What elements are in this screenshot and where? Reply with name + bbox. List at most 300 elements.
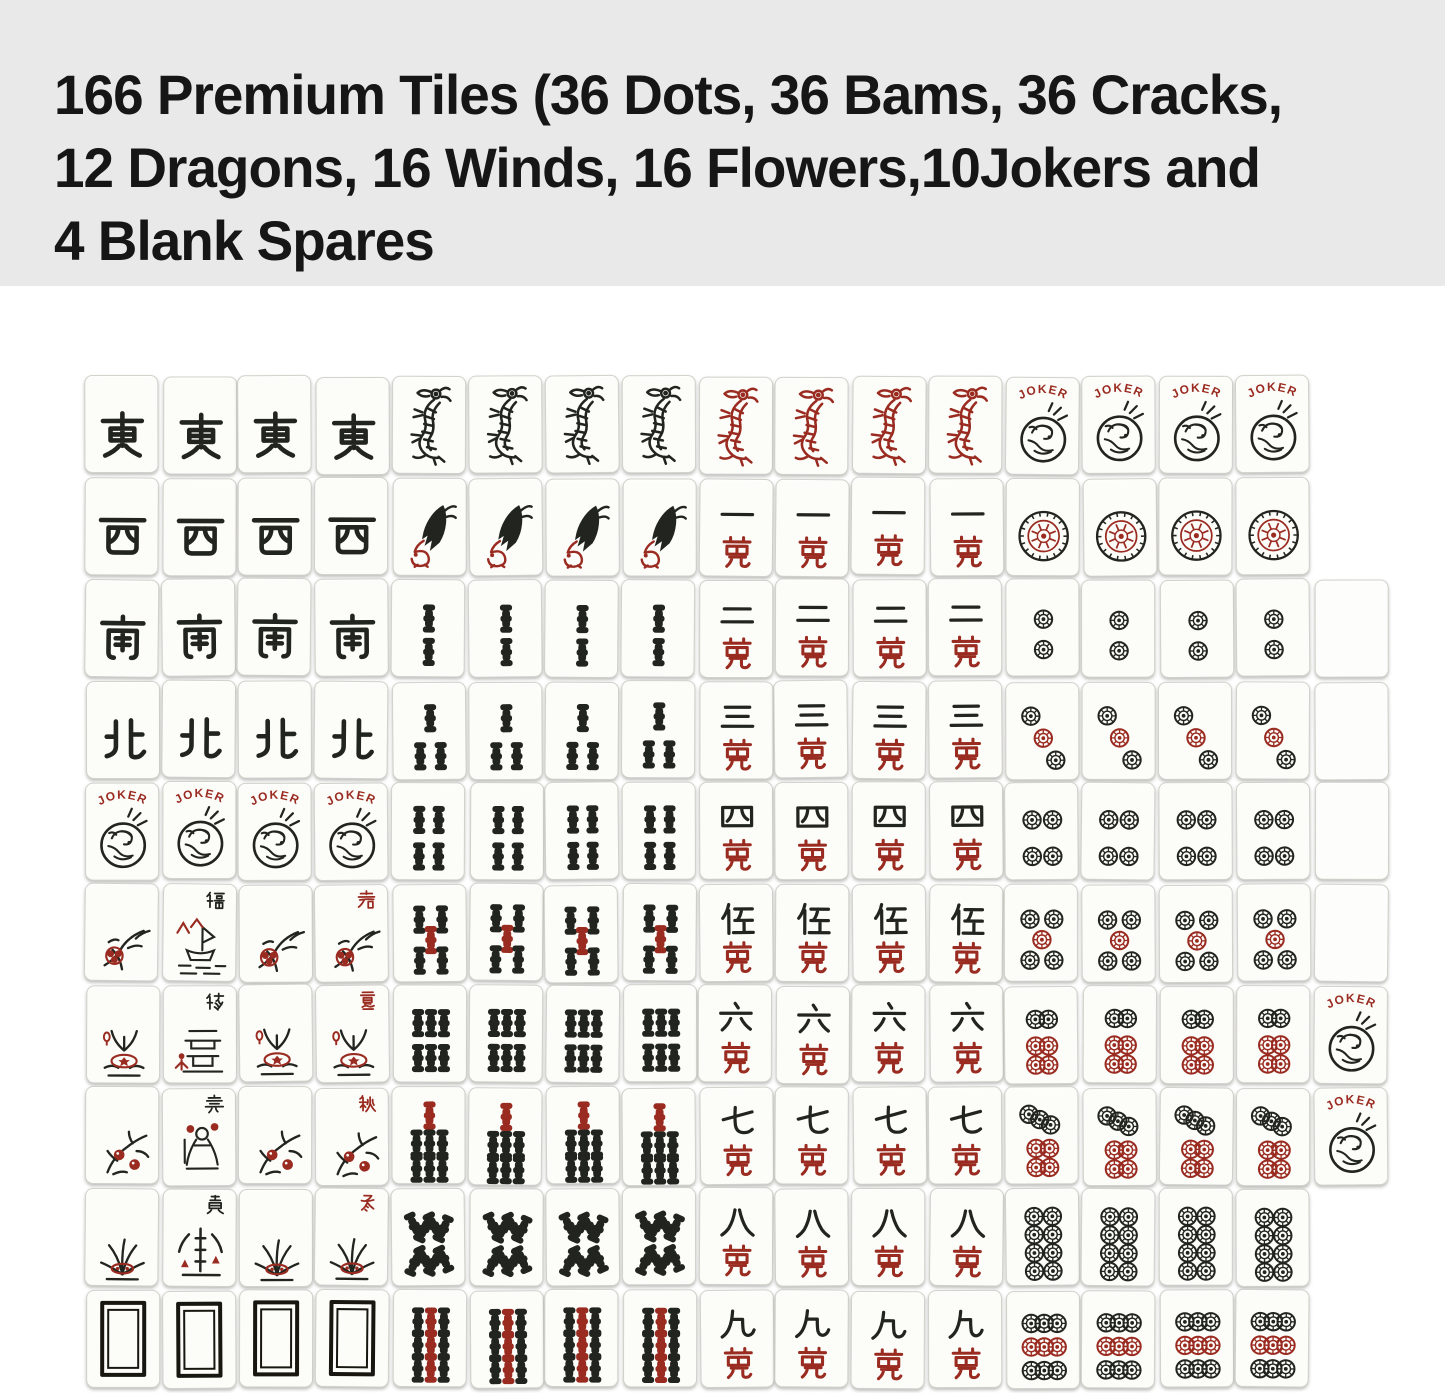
kanji-九-glyph: [794, 1305, 832, 1343]
tile-8-bam: [622, 1187, 696, 1285]
flower-art-plum: [248, 915, 306, 979]
kanji-萬-glyph: [948, 1345, 984, 1381]
dot-pips: [1084, 1088, 1159, 1186]
dot-pips: [1236, 783, 1311, 881]
tile-1-bam: [623, 478, 697, 576]
tile-joker: [238, 783, 312, 881]
tile-5-bam: [468, 882, 543, 981]
tile-flower-4-gui: [162, 1189, 237, 1287]
tile-5-bam: [622, 882, 697, 981]
tile-joker: [1005, 377, 1080, 476]
tile-flower-1-fu: [162, 883, 237, 982]
dot-pips: [1161, 987, 1235, 1085]
svg-text:JOKER: JOKER: [1168, 380, 1224, 402]
tile-north-wind: [161, 679, 236, 778]
kanji-西-glyph: [95, 510, 149, 564]
tile-6-bam: [468, 984, 543, 1083]
tile-7-crack: [775, 1086, 850, 1184]
kanji-萬-glyph: [949, 837, 985, 873]
tile-white-dragon-frame: [239, 1289, 313, 1387]
tile-8-crack: [698, 1187, 773, 1285]
kanji-春-glyph: [356, 890, 377, 911]
tile-9-bam: [392, 1288, 466, 1386]
kanji-四-glyph: [871, 797, 909, 835]
tile-4-bam: [622, 782, 696, 880]
dot-pips: [1237, 1089, 1311, 1187]
bamboo-pips: [623, 883, 698, 982]
kanji-萬-glyph: [950, 534, 986, 570]
dot-pips: [1005, 783, 1080, 882]
tile-joker: [1081, 376, 1155, 474]
tile-3-bam: [545, 681, 620, 780]
tile-3-bam: [468, 681, 542, 779]
dot-pips: [1237, 986, 1311, 1084]
tile-4-dot: [1235, 782, 1310, 880]
bamboo-pips: [392, 1087, 466, 1185]
dot-pips: [1006, 1087, 1080, 1185]
tile-3-dot: [1006, 682, 1080, 780]
tile-4-crack: [774, 782, 848, 880]
kanji-萬-glyph: [873, 635, 909, 671]
tile-9-bam: [469, 1290, 544, 1388]
kanji-禄-glyph: [205, 991, 226, 1012]
kanji-萬-glyph: [948, 634, 984, 670]
tile-2-bam: [390, 579, 465, 677]
kanji-萬-glyph: [948, 1142, 984, 1178]
tile-9-dot: [1081, 1290, 1156, 1388]
tile-flower-1-spring: [84, 882, 159, 981]
tile-south-wind: [84, 579, 159, 678]
tile-blank-spare: [1314, 883, 1389, 982]
tile-9-crack: [699, 1289, 774, 1388]
bamboo-pips: [393, 682, 468, 781]
tile-joker: [85, 783, 159, 881]
bamboo-pips: [547, 1086, 622, 1184]
joker-medallion: [174, 806, 226, 876]
bamboo-pips: [393, 884, 468, 983]
tile-flower-2-summer: [86, 985, 160, 1083]
bamboo-pips: [470, 1291, 545, 1389]
tile-2-bam: [467, 579, 542, 678]
bamboo-pips: [621, 580, 696, 679]
tile-2-crack: [775, 578, 849, 676]
kanji-萬-glyph: [872, 837, 908, 873]
tile-1-bam: [546, 478, 620, 576]
dragon-figure: [477, 384, 535, 464]
kanji-萬-glyph: [794, 735, 830, 771]
tile-south-wind: [237, 578, 312, 677]
kanji-萬-glyph: [718, 534, 754, 570]
header-line-1: 166 Premium Tiles (36 Dots, 36 Bams, 36 Cracks,: [54, 63, 1283, 126]
dot-pips: [1160, 1087, 1235, 1186]
dot-pips: [1083, 682, 1157, 780]
dot-pips: [1006, 1188, 1081, 1287]
kanji-萬-glyph: [795, 634, 831, 670]
dot-pips: [1007, 1291, 1081, 1389]
white-dragon-inner-frame: [107, 1308, 139, 1368]
kanji-萬-glyph: [718, 1243, 754, 1279]
tile-5-dot: [1081, 884, 1156, 982]
tile-8-bam: [390, 1188, 465, 1287]
bamboo-pips: [470, 783, 544, 881]
tile-4-crack: [852, 781, 926, 879]
tile-9-crack: [851, 1290, 926, 1388]
joker-medallion: [1171, 401, 1223, 471]
one-dot-wheel: [1169, 508, 1223, 562]
kanji-八-glyph: [794, 1204, 832, 1242]
joker-medallion: [326, 808, 379, 878]
dragon-figure: [861, 385, 920, 465]
kanji-北-glyph: [249, 713, 303, 767]
joker-medallion: [1093, 401, 1145, 471]
tile-6-dot: [1160, 986, 1234, 1084]
kanji-六-glyph: [795, 1002, 833, 1040]
kanji-東-glyph: [95, 408, 149, 462]
dot-pips: [1160, 1189, 1234, 1287]
tile-1-crack: [929, 477, 1004, 576]
flower-art-lotus: [95, 1016, 153, 1080]
kanji-九-glyph: [719, 1305, 757, 1343]
tile-green-dragon: [622, 375, 696, 473]
dot-pips: [1007, 579, 1081, 677]
kanji-東-glyph: [174, 409, 228, 463]
dragon-figure: [554, 384, 613, 465]
bamboo-pips: [624, 985, 698, 1083]
kanji-萬-glyph: [719, 737, 755, 773]
kanji-萬-glyph: [795, 838, 831, 874]
tile-9-dot: [1006, 1290, 1080, 1388]
flower-art-boat: [171, 914, 230, 979]
white-dragon-inner-frame: [260, 1308, 292, 1368]
dot-pips: [1082, 1189, 1157, 1288]
header-line-2: 12 Dragons, 16 Winds, 16 Flowers,10Jokers and: [54, 136, 1260, 199]
bamboo-pips: [545, 885, 620, 984]
tile-2-dot: [1235, 578, 1310, 677]
dragon-figure: [631, 384, 689, 464]
tile-7-crack: [928, 1086, 1003, 1184]
kanji-四-glyph: [794, 798, 832, 836]
tile-5-crack: [928, 884, 1003, 983]
tile-3-dot: [1082, 681, 1156, 779]
one-bam-bird: [480, 502, 533, 567]
kanji-伍-glyph: [718, 899, 756, 937]
tile-7-bam: [621, 1087, 696, 1186]
dragon-figure: [937, 385, 995, 465]
flower-art-berry: [324, 1118, 382, 1182]
tile-2-crack: [928, 578, 1002, 676]
dot-pips: [1084, 986, 1158, 1084]
tile-east-wind: [316, 377, 390, 475]
tile-5-dot: [1236, 883, 1311, 981]
kanji-萬-glyph: [873, 1142, 909, 1178]
bamboo-pips: [468, 1088, 543, 1187]
dot-pips: [1082, 1291, 1157, 1389]
kanji-七-glyph: [718, 1102, 756, 1140]
bamboo-pips: [545, 782, 620, 881]
kanji-萬-glyph: [795, 1142, 831, 1178]
dragon-figure: [401, 385, 459, 465]
one-bam-bird: [558, 503, 610, 567]
tile-6-bam: [623, 984, 697, 1082]
dot-pips: [1082, 581, 1156, 679]
tile-1-dot: [1006, 477, 1080, 575]
kanji-八-glyph: [870, 1204, 908, 1242]
tile-7-dot: [1236, 1088, 1310, 1186]
tile-2-crack: [699, 580, 773, 678]
kanji-萬-glyph: [719, 838, 755, 874]
bamboo-pips: [470, 1189, 544, 1287]
tile-1-crack: [851, 476, 926, 575]
kanji-萬-glyph: [872, 737, 908, 773]
one-bam-bird: [635, 503, 687, 567]
flower-art-pagoda: [172, 1016, 230, 1080]
kanji-東-glyph: [327, 410, 381, 464]
tile-flower-2-summer-alt: [239, 984, 314, 1083]
kanji-北-glyph: [325, 713, 380, 768]
tile-6-crack: [851, 984, 925, 1082]
kanji-一-glyph: [948, 494, 986, 532]
one-dot-wheel: [1017, 508, 1071, 562]
dot-pips: [1081, 783, 1156, 882]
joker-medallion: [1017, 402, 1070, 473]
tile-joker: [1234, 375, 1309, 474]
tile-joker: [1313, 986, 1388, 1085]
tile-7-bam: [546, 1085, 621, 1183]
tile-flower-3-qiu: [315, 1087, 390, 1185]
bamboo-pips: [391, 580, 466, 678]
dragon-figure: [784, 386, 842, 466]
tile-white-dragon-frame: [162, 1290, 237, 1388]
kanji-二-glyph: [947, 594, 985, 632]
dot-pips: [1082, 885, 1157, 983]
tile-south-wind: [161, 578, 236, 677]
tile-white-dragon-frame: [315, 1288, 390, 1387]
kanji-北-glyph: [172, 712, 226, 766]
tile-5-crack: [775, 883, 850, 981]
tile-8-dot: [1235, 1189, 1309, 1287]
kanji-西-glyph: [249, 510, 303, 564]
tile-blank-spare: [1314, 580, 1388, 678]
joker-medallion: [1247, 400, 1300, 470]
tile-7-dot: [1159, 1086, 1234, 1185]
tile-8-dot: [1005, 1187, 1080, 1286]
tile-6-bam: [393, 985, 467, 1083]
kanji-冬-glyph: [357, 1194, 378, 1215]
kanji-三-glyph: [947, 696, 985, 734]
tile-4-dot: [1158, 782, 1232, 880]
kanji-九-glyph: [947, 1305, 985, 1343]
bamboo-pips: [469, 883, 544, 982]
tile-4-bam: [469, 782, 543, 880]
joker-medallion: [1325, 1011, 1378, 1081]
tile-8-crack: [851, 1188, 925, 1286]
kanji-八-glyph: [948, 1204, 986, 1242]
white-dragon-inner-frame: [336, 1308, 369, 1368]
flower-art-berry: [247, 1117, 305, 1181]
kanji-西-glyph: [173, 511, 227, 565]
kanji-七-glyph: [872, 1102, 910, 1140]
tile-3-crack: [774, 679, 849, 778]
tile-red-dragon: [774, 377, 848, 475]
kanji-二-glyph: [872, 595, 910, 633]
dot-pips: [1161, 581, 1236, 679]
tile-2-bam: [620, 579, 695, 678]
tile-7-bam: [467, 1087, 542, 1186]
kanji-萬-glyph: [949, 1244, 985, 1280]
dot-pips: [1236, 579, 1311, 678]
tile-1-bam: [392, 477, 466, 575]
kanji-四-glyph: [718, 798, 756, 836]
tile-5-dot: [1158, 884, 1232, 982]
dot-pips: [1005, 884, 1079, 982]
tile-7-dot: [1005, 1086, 1079, 1184]
dot-pips: [1005, 987, 1080, 1086]
svg-text:JOKER: JOKER: [1244, 379, 1300, 401]
kanji-伍-glyph: [794, 899, 832, 937]
kanji-萬-glyph: [719, 636, 755, 672]
flower-art-berry: [94, 1117, 152, 1181]
tile-west-wind: [84, 477, 159, 575]
flower-art-elder: [171, 1119, 229, 1183]
tile-9-crack: [928, 1289, 1002, 1387]
tile-8-bam: [469, 1188, 543, 1286]
one-dot-wheel: [1246, 507, 1300, 561]
bamboo-pips: [545, 581, 620, 680]
svg-text:JOKER: JOKER: [247, 787, 303, 809]
kanji-萬-glyph: [720, 1345, 756, 1381]
tile-4-dot: [1080, 782, 1155, 881]
kanji-九-glyph: [870, 1306, 908, 1344]
tile-5-crack: [698, 883, 773, 982]
tile-joker: [162, 781, 236, 879]
kanji-萬-glyph: [795, 534, 831, 570]
svg-text:JOKER: JOKER: [1016, 381, 1071, 403]
tile-flower-2-lu: [163, 985, 237, 1083]
tile-7-dot: [1083, 1087, 1158, 1185]
bamboo-pips: [391, 1189, 466, 1288]
tile-6-crack: [776, 986, 850, 1084]
dot-pips: [1235, 1289, 1310, 1388]
kanji-一-glyph: [870, 492, 908, 530]
kanji-萬-glyph: [949, 1040, 985, 1076]
kanji-南-glyph: [248, 611, 303, 666]
kanji-福-glyph: [205, 889, 226, 910]
tile-3-dot: [1158, 681, 1232, 779]
flower-art-lotus: [324, 1015, 383, 1080]
flower-art-orchid: [93, 1219, 152, 1284]
bamboo-pips: [546, 1189, 621, 1288]
tile-4-crack: [699, 781, 773, 879]
kanji-萬-glyph: [795, 1244, 831, 1280]
tile-8-crack: [775, 1188, 850, 1287]
dot-pips: [1159, 885, 1233, 983]
kanji-萬-glyph: [871, 1040, 907, 1076]
tile-2-dot: [1081, 580, 1155, 678]
tile-joker: [314, 782, 389, 881]
tile-green-dragon: [468, 375, 543, 473]
kanji-萬-glyph: [872, 939, 908, 975]
dot-pips: [1159, 783, 1233, 881]
tile-2-crack: [853, 579, 927, 677]
kanji-二-glyph: [794, 594, 832, 632]
tile-7-bam: [391, 1086, 465, 1184]
svg-text:JOKER: JOKER: [172, 785, 227, 807]
bamboo-pips: [545, 1289, 619, 1387]
bamboo-pips: [469, 682, 543, 780]
kanji-南-glyph: [172, 611, 227, 666]
tile-red-dragon: [698, 377, 772, 475]
kanji-萬-glyph: [717, 1040, 753, 1076]
tile-red-dragon: [928, 376, 1002, 474]
kanji-南-glyph: [95, 612, 150, 667]
flower-art-orchid: [248, 1220, 306, 1284]
kanji-三-glyph: [871, 697, 909, 735]
kanji-萬-glyph: [871, 1347, 907, 1383]
kanji-一-glyph: [718, 494, 756, 532]
bamboo-pips: [624, 1290, 698, 1388]
kanji-萬-glyph: [795, 1345, 831, 1381]
tile-south-wind: [314, 578, 389, 677]
kanji-萬-glyph: [948, 940, 984, 976]
tile-east-wind: [163, 376, 237, 474]
tile-3-bam: [621, 680, 695, 778]
kanji-萬-glyph: [871, 1244, 907, 1280]
tile-west-wind: [238, 477, 312, 575]
kanji-六-glyph: [870, 1000, 908, 1038]
tile-5-bam: [392, 883, 467, 982]
tile-1-dot: [1235, 476, 1310, 574]
tile-4-dot: [1004, 782, 1079, 881]
one-dot-wheel: [1094, 509, 1149, 564]
tile-1-dot: [1083, 478, 1158, 577]
kanji-萬-glyph: [795, 939, 831, 975]
tile-joker: [1159, 376, 1233, 474]
bamboo-pips: [622, 1088, 697, 1187]
tile-flower-3-autumn-alt: [238, 1086, 312, 1184]
dot-pips: [1237, 884, 1312, 982]
tile-5-bam: [544, 884, 619, 983]
tile-8-dot: [1159, 1188, 1233, 1286]
tile-green-dragon: [392, 376, 466, 474]
tile-8-crack: [929, 1188, 1004, 1287]
tile-1-bam: [468, 477, 543, 576]
kanji-萬-glyph: [719, 1142, 755, 1178]
tile-6-bam: [545, 985, 620, 1084]
bamboo-pips: [394, 986, 468, 1084]
tile-3-crack: [699, 681, 773, 779]
tile-6-crack: [697, 984, 771, 1082]
tile-flower-3-shou: [161, 1087, 236, 1185]
tile-4-bam: [390, 782, 464, 880]
bamboo-pips: [622, 681, 696, 779]
tile-east-wind: [84, 375, 158, 473]
tile-8-bam: [545, 1188, 620, 1287]
tile-green-dragon: [545, 375, 620, 474]
white-dragon-inner-frame: [183, 1309, 215, 1369]
tile-5-dot: [1004, 883, 1078, 981]
tile-6-dot: [1236, 985, 1310, 1083]
tile-white-dragon-frame: [86, 1289, 160, 1387]
kanji-二-glyph: [718, 596, 756, 634]
kanji-南-glyph: [325, 611, 379, 665]
tile-9-bam: [623, 1289, 697, 1387]
kanji-萬-glyph: [796, 1042, 832, 1078]
tile-9-dot: [1160, 1289, 1234, 1387]
tile-blank-spare: [1315, 782, 1389, 880]
kanji-萬-glyph: [871, 532, 907, 568]
tile-6-dot: [1083, 985, 1157, 1083]
tile-1-crack: [775, 478, 850, 577]
